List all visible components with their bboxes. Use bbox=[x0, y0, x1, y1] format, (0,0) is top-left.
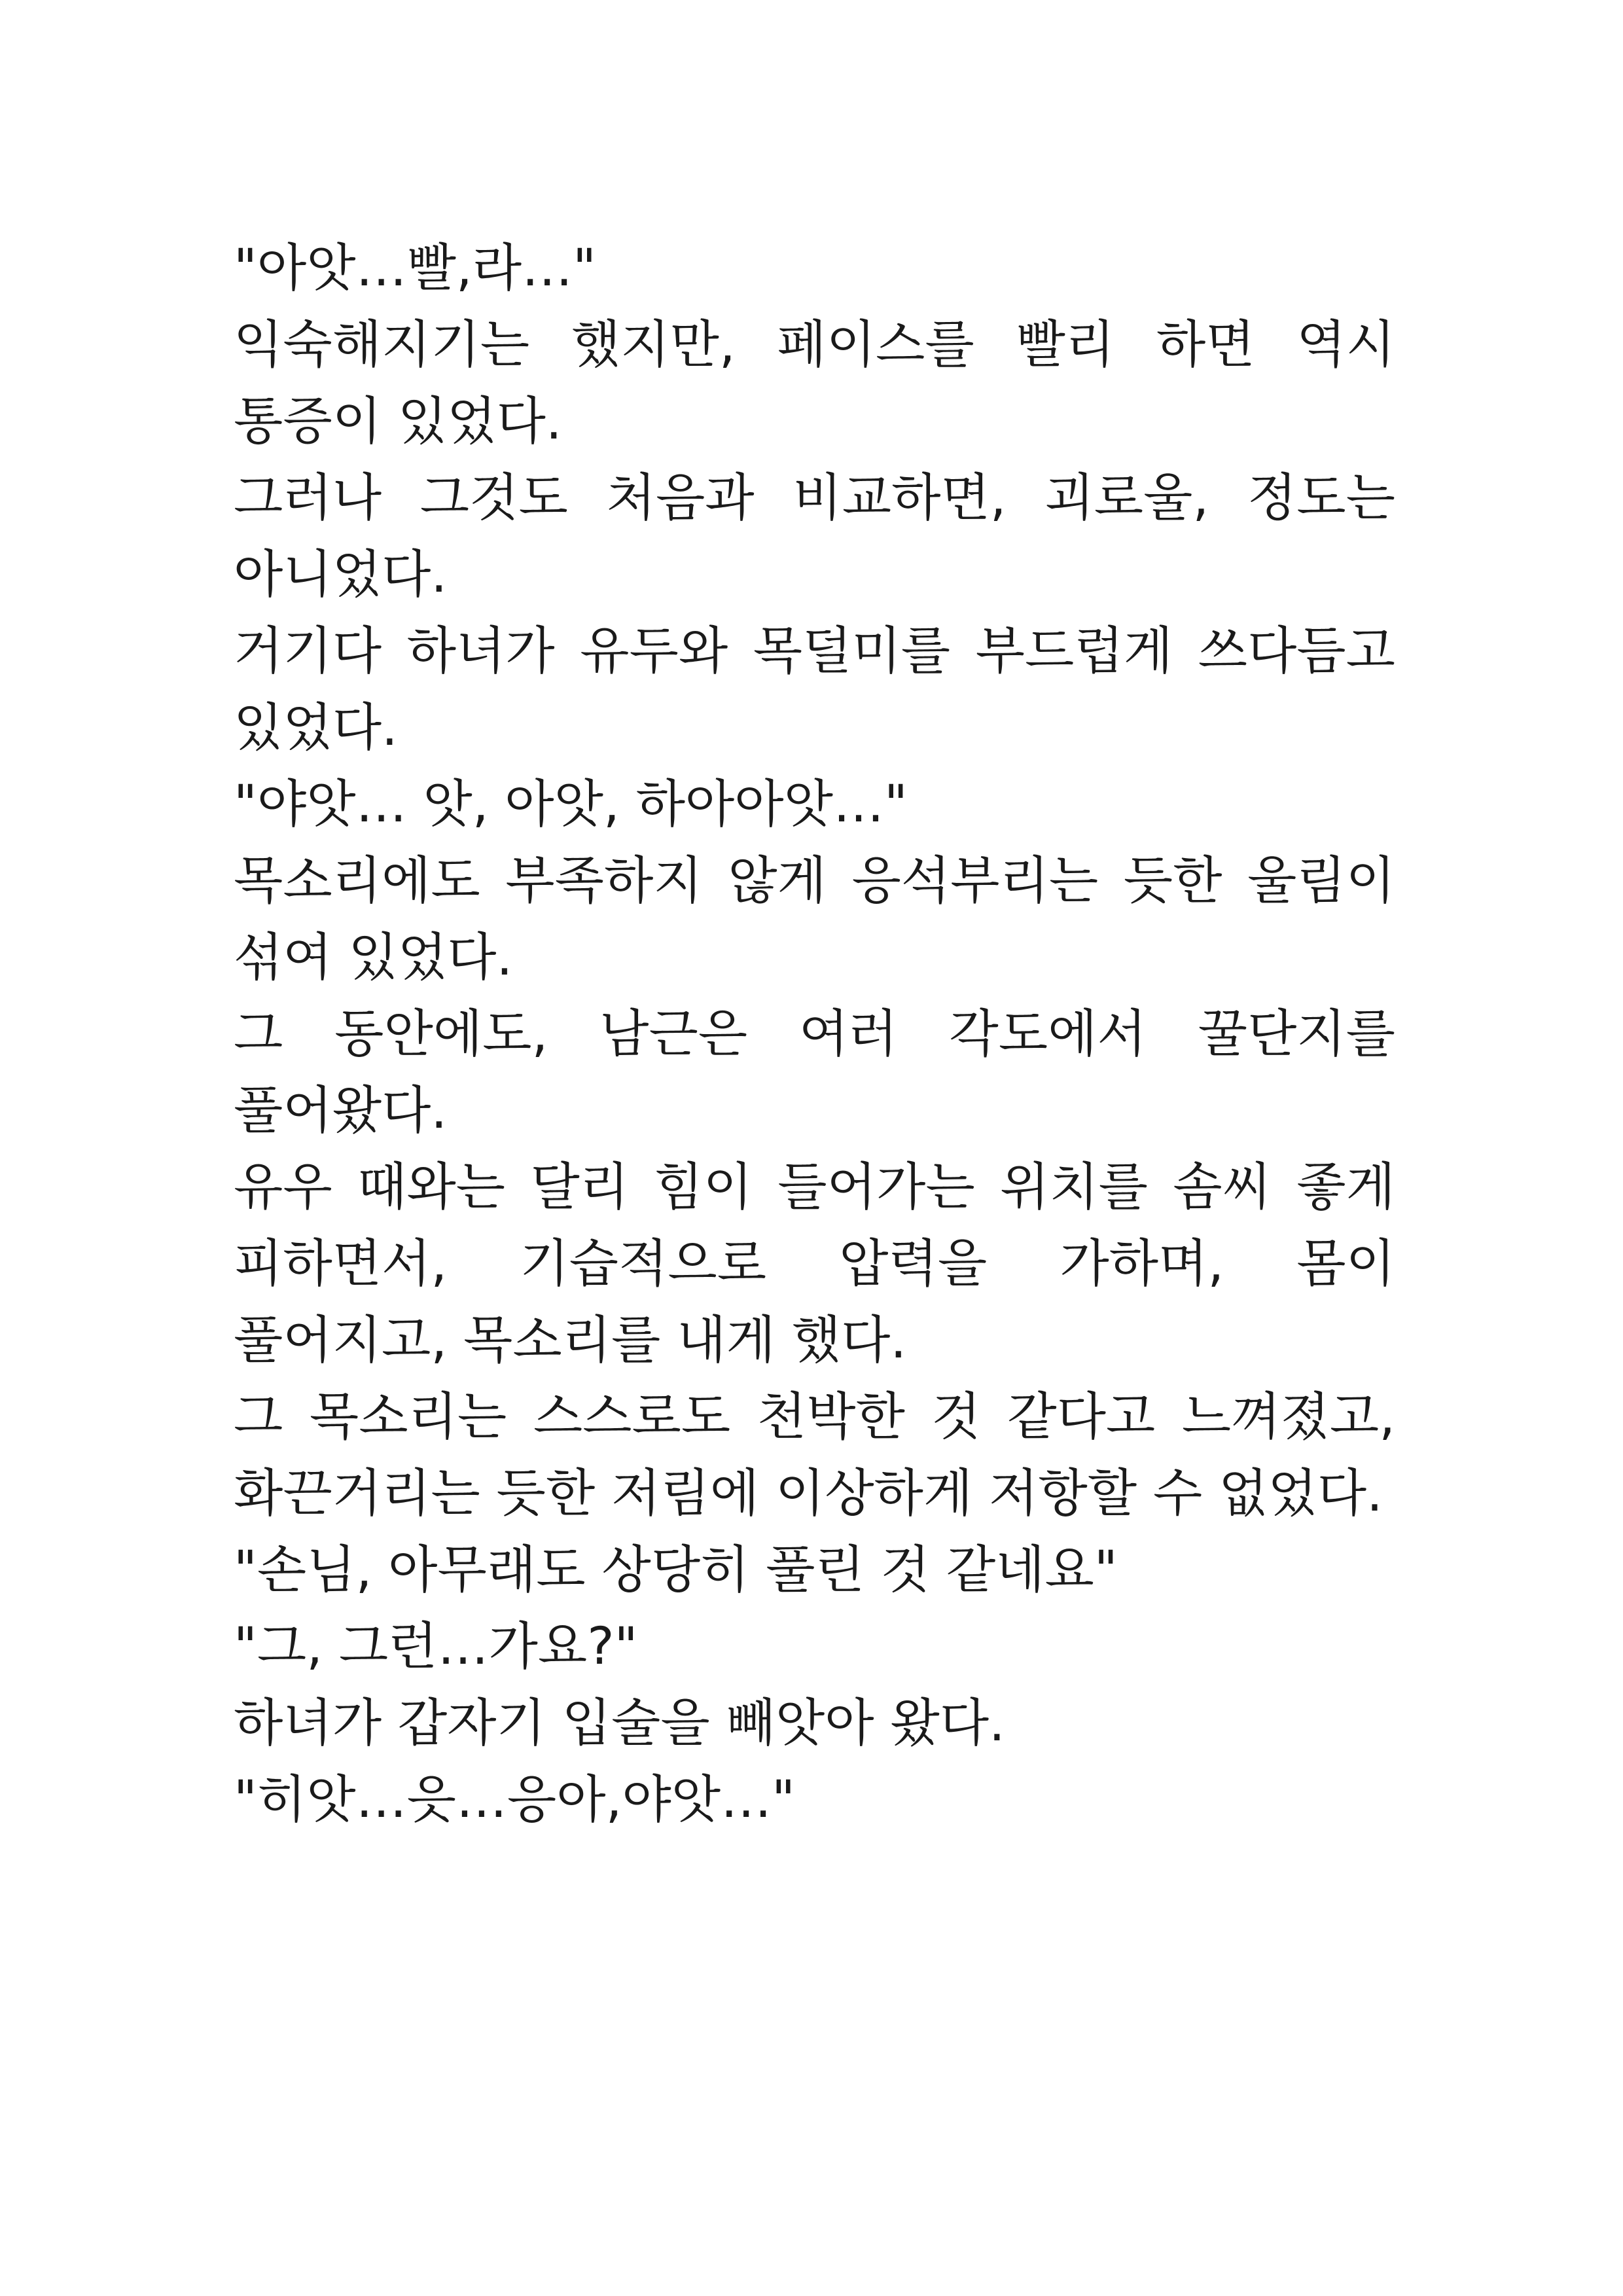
paragraph-6: 목소리에도 부족하지 않게 응석부리는 듯한 울림이 섞여 있었다. bbox=[234, 852, 1395, 987]
paragraph-7: 그 동안에도, 남근은 여러 각도에서 꿀단지를 풀어왔다. bbox=[234, 1005, 1395, 1140]
paragraph-13: "히앗…읏…응아,야앗…" bbox=[234, 1770, 795, 1829]
paragraph-5: "야앗… 앗, 아앗, 하아아앗…" bbox=[234, 775, 908, 834]
paragraph-4: 거기다 하녀가 유두와 목덜미를 부드럽게 쓰다듬고 있었다. bbox=[234, 622, 1395, 757]
paragraph-9: 그 목소리는 스스로도 천박한 것 같다고 느껴졌고, 화끈거리는 듯한 저림에 이상하게 저항할 수 없었다. bbox=[234, 1388, 1395, 1523]
paragraph-2: 익숙해지기는 했지만, 페이스를 빨리 하면 역시 통증이 있었다. bbox=[234, 315, 1395, 451]
paragraph-11: "그, 그런…가요?" bbox=[234, 1617, 638, 1676]
paragraph-1: "아앗…빨,라…" bbox=[234, 239, 596, 298]
paragraph-10: "손님, 아무래도 상당히 풀린 것 같네요" bbox=[234, 1541, 1118, 1600]
paragraph-12: 하녀가 갑자기 입술을 빼앗아 왔다. bbox=[234, 1694, 1005, 1753]
body-text bbox=[234, 230, 1395, 1839]
paragraph-3: 그러나 그것도 처음과 비교하면, 괴로울, 정도는 아니었다. bbox=[234, 469, 1395, 604]
paragraph-8: 유우 때와는 달리 힘이 들어가는 위치를 솜씨 좋게 피하면서, 기습적으로 압력을 가하며, 몸이 풀어지고, 목소리를 내게 했다. bbox=[234, 1158, 1395, 1370]
